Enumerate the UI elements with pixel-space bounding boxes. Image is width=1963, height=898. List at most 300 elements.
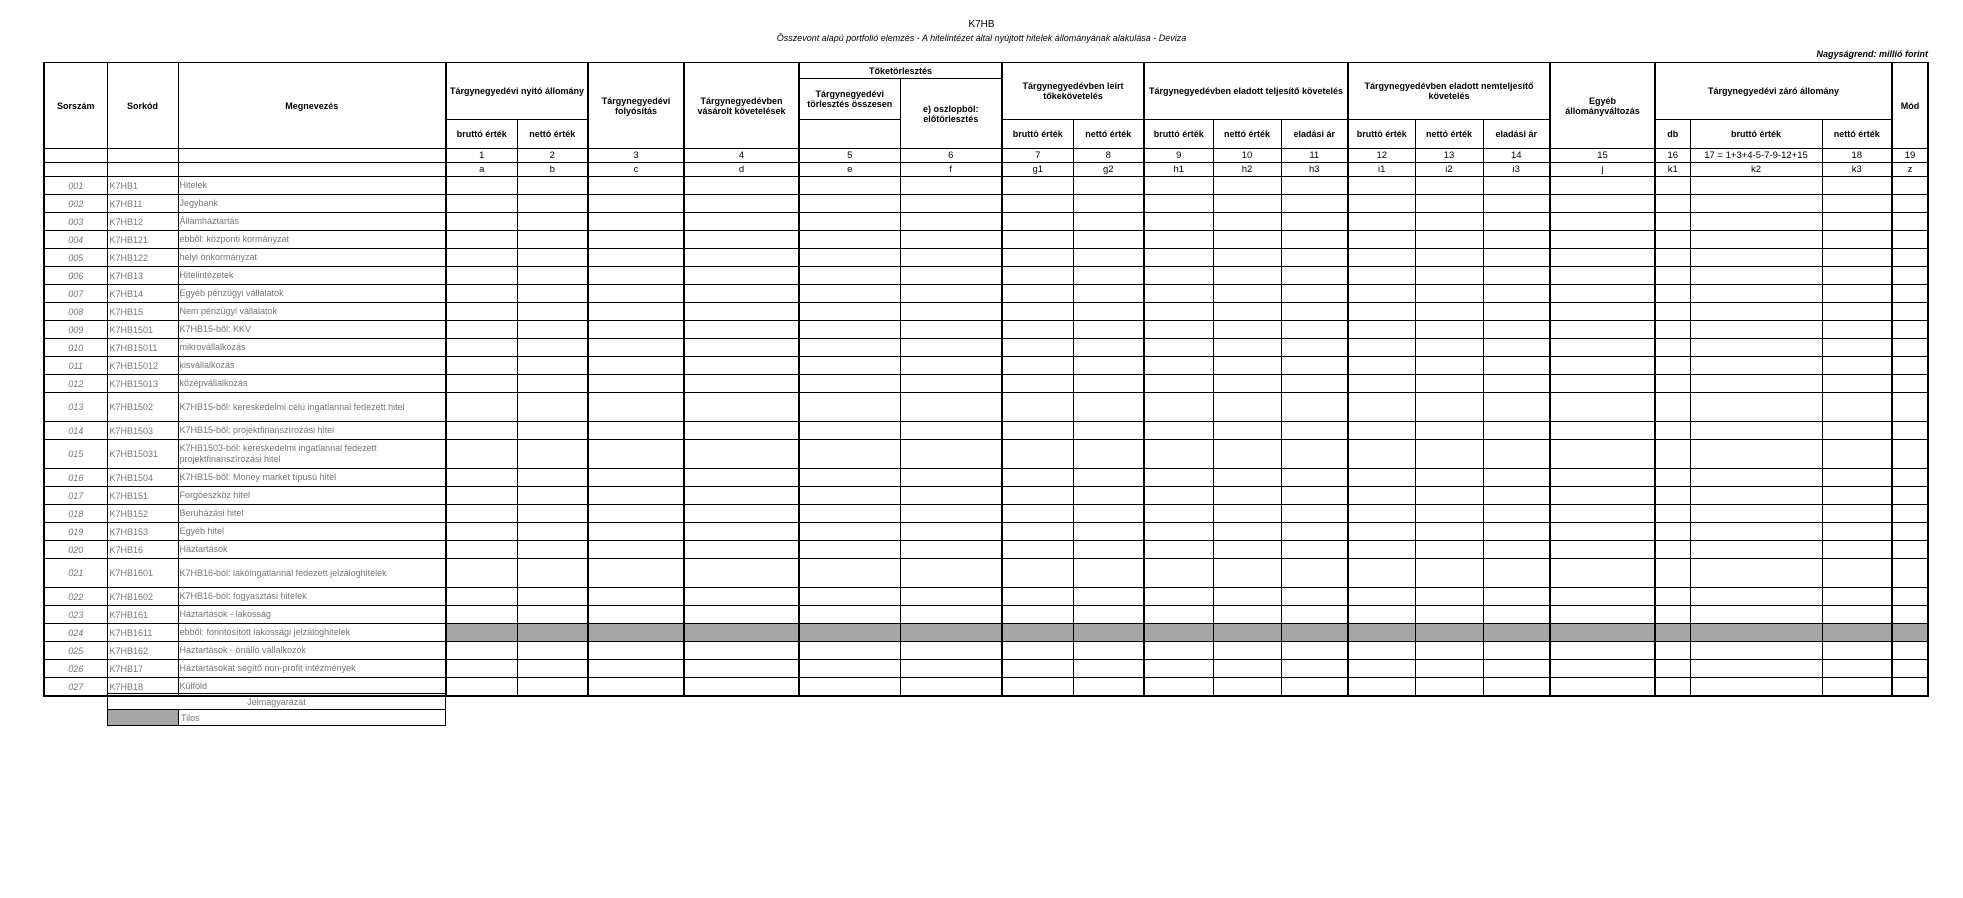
data-cell[interactable] — [799, 357, 900, 375]
data-cell[interactable] — [684, 559, 799, 588]
data-cell[interactable] — [446, 249, 517, 267]
data-cell[interactable] — [1348, 357, 1415, 375]
data-cell[interactable] — [1892, 588, 1928, 606]
data-cell[interactable] — [517, 660, 588, 678]
data-cell[interactable] — [684, 624, 799, 642]
data-cell[interactable] — [799, 469, 900, 487]
data-cell[interactable] — [1002, 469, 1073, 487]
data-cell[interactable] — [799, 339, 900, 357]
data-cell[interactable] — [1002, 249, 1073, 267]
data-cell[interactable] — [1822, 678, 1892, 697]
data-cell[interactable] — [446, 267, 517, 285]
data-cell[interactable] — [1690, 357, 1822, 375]
data-cell[interactable] — [1144, 393, 1213, 422]
data-cell[interactable] — [1690, 285, 1822, 303]
data-cell[interactable] — [446, 678, 517, 697]
data-cell[interactable] — [588, 249, 684, 267]
data-cell[interactable] — [1073, 487, 1144, 505]
data-cell[interactable] — [900, 541, 1002, 559]
data-cell[interactable] — [1073, 541, 1144, 559]
data-cell[interactable] — [1892, 422, 1928, 440]
data-cell[interactable] — [588, 303, 684, 321]
data-cell[interactable] — [1144, 285, 1213, 303]
data-cell[interactable] — [1822, 469, 1892, 487]
data-cell[interactable] — [1822, 303, 1892, 321]
data-cell[interactable] — [900, 422, 1002, 440]
data-cell[interactable] — [1822, 523, 1892, 541]
data-cell[interactable] — [1483, 523, 1550, 541]
data-cell[interactable] — [1348, 213, 1415, 231]
data-cell[interactable] — [446, 357, 517, 375]
data-cell[interactable] — [588, 393, 684, 422]
data-cell[interactable] — [1073, 469, 1144, 487]
data-cell[interactable] — [588, 231, 684, 249]
data-cell[interactable] — [1415, 375, 1483, 393]
data-cell[interactable] — [1002, 505, 1073, 523]
data-cell[interactable] — [1415, 624, 1483, 642]
data-cell[interactable] — [1348, 440, 1415, 469]
data-cell[interactable] — [1213, 487, 1281, 505]
data-cell[interactable] — [1281, 375, 1348, 393]
data-cell[interactable] — [1281, 660, 1348, 678]
data-cell[interactable] — [1348, 606, 1415, 624]
data-cell[interactable] — [1348, 678, 1415, 697]
data-cell[interactable] — [1144, 440, 1213, 469]
data-cell[interactable] — [1415, 285, 1483, 303]
data-cell[interactable] — [1144, 624, 1213, 642]
data-cell[interactable] — [1073, 375, 1144, 393]
data-cell[interactable] — [1483, 606, 1550, 624]
data-cell[interactable] — [1655, 249, 1690, 267]
data-cell[interactable] — [1822, 213, 1892, 231]
data-cell[interactable] — [1415, 213, 1483, 231]
data-cell[interactable] — [1073, 393, 1144, 422]
data-cell[interactable] — [1690, 321, 1822, 339]
data-cell[interactable] — [1822, 487, 1892, 505]
data-cell[interactable] — [1348, 285, 1415, 303]
data-cell[interactable] — [1655, 357, 1690, 375]
data-cell[interactable] — [1415, 267, 1483, 285]
data-cell[interactable] — [1144, 559, 1213, 588]
data-cell[interactable] — [446, 303, 517, 321]
data-cell[interactable] — [684, 469, 799, 487]
data-cell[interactable] — [1415, 660, 1483, 678]
data-cell[interactable] — [517, 267, 588, 285]
data-cell[interactable] — [446, 195, 517, 213]
data-cell[interactable] — [1144, 642, 1213, 660]
data-cell[interactable] — [900, 339, 1002, 357]
data-cell[interactable] — [517, 195, 588, 213]
data-cell[interactable] — [900, 469, 1002, 487]
data-cell[interactable] — [1073, 505, 1144, 523]
data-cell[interactable] — [1550, 321, 1655, 339]
data-cell[interactable] — [446, 422, 517, 440]
data-cell[interactable] — [684, 440, 799, 469]
data-cell[interactable] — [1892, 321, 1928, 339]
data-cell[interactable] — [1892, 303, 1928, 321]
data-cell[interactable] — [799, 267, 900, 285]
data-cell[interactable] — [517, 393, 588, 422]
data-cell[interactable] — [799, 559, 900, 588]
data-cell[interactable] — [1550, 523, 1655, 541]
data-cell[interactable] — [588, 422, 684, 440]
data-cell[interactable] — [1892, 339, 1928, 357]
data-cell[interactable] — [684, 375, 799, 393]
data-cell[interactable] — [517, 588, 588, 606]
data-cell[interactable] — [1073, 642, 1144, 660]
data-cell[interactable] — [1483, 195, 1550, 213]
data-cell[interactable] — [1144, 487, 1213, 505]
data-cell[interactable] — [1690, 523, 1822, 541]
data-cell[interactable] — [1281, 559, 1348, 588]
data-cell[interactable] — [799, 624, 900, 642]
data-cell[interactable] — [1073, 195, 1144, 213]
data-cell[interactable] — [446, 660, 517, 678]
data-cell[interactable] — [1415, 523, 1483, 541]
data-cell[interactable] — [1892, 559, 1928, 588]
data-cell[interactable] — [1213, 678, 1281, 697]
data-cell[interactable] — [1822, 422, 1892, 440]
data-cell[interactable] — [1073, 339, 1144, 357]
data-cell[interactable] — [1073, 285, 1144, 303]
data-cell[interactable] — [1892, 249, 1928, 267]
data-cell[interactable] — [799, 422, 900, 440]
data-cell[interactable] — [1144, 469, 1213, 487]
data-cell[interactable] — [1002, 393, 1073, 422]
data-cell[interactable] — [1822, 195, 1892, 213]
data-cell[interactable] — [684, 678, 799, 697]
data-cell[interactable] — [1073, 321, 1144, 339]
data-cell[interactable] — [1348, 339, 1415, 357]
data-cell[interactable] — [1655, 469, 1690, 487]
data-cell[interactable] — [684, 195, 799, 213]
data-cell[interactable] — [517, 422, 588, 440]
data-cell[interactable] — [1213, 375, 1281, 393]
data-cell[interactable] — [900, 267, 1002, 285]
data-cell[interactable] — [588, 375, 684, 393]
data-cell[interactable] — [684, 606, 799, 624]
data-cell[interactable] — [1483, 642, 1550, 660]
data-cell[interactable] — [1892, 660, 1928, 678]
data-cell[interactable] — [1483, 339, 1550, 357]
data-cell[interactable] — [1281, 678, 1348, 697]
data-cell[interactable] — [1550, 231, 1655, 249]
data-cell[interactable] — [799, 321, 900, 339]
data-cell[interactable] — [517, 213, 588, 231]
data-cell[interactable] — [588, 523, 684, 541]
data-cell[interactable] — [684, 393, 799, 422]
data-cell[interactable] — [799, 541, 900, 559]
data-cell[interactable] — [1002, 440, 1073, 469]
data-cell[interactable] — [517, 469, 588, 487]
data-cell[interactable] — [1073, 588, 1144, 606]
data-cell[interactable] — [1483, 469, 1550, 487]
data-cell[interactable] — [1144, 523, 1213, 541]
data-cell[interactable] — [1690, 469, 1822, 487]
data-cell[interactable] — [684, 357, 799, 375]
data-cell[interactable] — [1483, 375, 1550, 393]
data-cell[interactable] — [799, 660, 900, 678]
data-cell[interactable] — [799, 487, 900, 505]
data-cell[interactable] — [1281, 339, 1348, 357]
data-cell[interactable] — [1281, 267, 1348, 285]
data-cell[interactable] — [1281, 393, 1348, 422]
data-cell[interactable] — [1892, 487, 1928, 505]
data-cell[interactable] — [517, 249, 588, 267]
data-cell[interactable] — [1415, 195, 1483, 213]
data-cell[interactable] — [1348, 422, 1415, 440]
data-cell[interactable] — [1655, 606, 1690, 624]
data-cell[interactable] — [1655, 678, 1690, 697]
data-cell[interactable] — [517, 678, 588, 697]
data-cell[interactable] — [1144, 339, 1213, 357]
data-cell[interactable] — [1002, 624, 1073, 642]
data-cell[interactable] — [1822, 357, 1892, 375]
data-cell[interactable] — [1213, 642, 1281, 660]
data-cell[interactable] — [446, 505, 517, 523]
data-cell[interactable] — [1348, 469, 1415, 487]
data-cell[interactable] — [1415, 177, 1483, 195]
data-cell[interactable] — [799, 440, 900, 469]
data-cell[interactable] — [588, 339, 684, 357]
data-cell[interactable] — [1415, 339, 1483, 357]
data-cell[interactable] — [1550, 505, 1655, 523]
data-cell[interactable] — [1822, 505, 1892, 523]
data-cell[interactable] — [588, 469, 684, 487]
data-cell[interactable] — [684, 642, 799, 660]
data-cell[interactable] — [1655, 375, 1690, 393]
data-cell[interactable] — [1822, 249, 1892, 267]
data-cell[interactable] — [1281, 231, 1348, 249]
data-cell[interactable] — [446, 440, 517, 469]
data-cell[interactable] — [1144, 375, 1213, 393]
data-cell[interactable] — [446, 393, 517, 422]
data-cell[interactable] — [1144, 195, 1213, 213]
data-cell[interactable] — [1348, 231, 1415, 249]
data-cell[interactable] — [1144, 303, 1213, 321]
data-cell[interactable] — [1690, 588, 1822, 606]
data-cell[interactable] — [1348, 267, 1415, 285]
data-cell[interactable] — [1550, 541, 1655, 559]
data-cell[interactable] — [1822, 440, 1892, 469]
data-cell[interactable] — [1348, 303, 1415, 321]
data-cell[interactable] — [900, 440, 1002, 469]
data-cell[interactable] — [517, 285, 588, 303]
data-cell[interactable] — [684, 523, 799, 541]
data-cell[interactable] — [446, 606, 517, 624]
data-cell[interactable] — [1415, 357, 1483, 375]
data-cell[interactable] — [588, 357, 684, 375]
data-cell[interactable] — [1415, 678, 1483, 697]
data-cell[interactable] — [900, 177, 1002, 195]
data-cell[interactable] — [1213, 440, 1281, 469]
data-cell[interactable] — [1144, 422, 1213, 440]
data-cell[interactable] — [1415, 606, 1483, 624]
data-cell[interactable] — [900, 195, 1002, 213]
data-cell[interactable] — [1550, 249, 1655, 267]
data-cell[interactable] — [1550, 469, 1655, 487]
data-cell[interactable] — [1822, 559, 1892, 588]
data-cell[interactable] — [1483, 267, 1550, 285]
data-cell[interactable] — [1348, 559, 1415, 588]
data-cell[interactable] — [1655, 660, 1690, 678]
data-cell[interactable] — [1822, 285, 1892, 303]
data-cell[interactable] — [1892, 678, 1928, 697]
data-cell[interactable] — [1822, 375, 1892, 393]
data-cell[interactable] — [900, 321, 1002, 339]
data-cell[interactable] — [684, 588, 799, 606]
data-cell[interactable] — [1483, 487, 1550, 505]
data-cell[interactable] — [446, 541, 517, 559]
data-cell[interactable] — [517, 606, 588, 624]
data-cell[interactable] — [1348, 249, 1415, 267]
data-cell[interactable] — [1073, 559, 1144, 588]
data-cell[interactable] — [1415, 469, 1483, 487]
data-cell[interactable] — [1002, 267, 1073, 285]
data-cell[interactable] — [1483, 624, 1550, 642]
data-cell[interactable] — [1144, 231, 1213, 249]
data-cell[interactable] — [1415, 422, 1483, 440]
data-cell[interactable] — [588, 440, 684, 469]
data-cell[interactable] — [1281, 541, 1348, 559]
data-cell[interactable] — [799, 606, 900, 624]
data-cell[interactable] — [1348, 588, 1415, 606]
data-cell[interactable] — [1213, 624, 1281, 642]
data-cell[interactable] — [1690, 660, 1822, 678]
data-cell[interactable] — [1415, 505, 1483, 523]
data-cell[interactable] — [1073, 177, 1144, 195]
data-cell[interactable] — [1483, 213, 1550, 231]
data-cell[interactable] — [1655, 303, 1690, 321]
data-cell[interactable] — [588, 195, 684, 213]
data-cell[interactable] — [1822, 660, 1892, 678]
data-cell[interactable] — [1655, 393, 1690, 422]
data-cell[interactable] — [1213, 267, 1281, 285]
data-cell[interactable] — [446, 375, 517, 393]
data-cell[interactable] — [1213, 231, 1281, 249]
data-cell[interactable] — [1822, 642, 1892, 660]
data-cell[interactable] — [684, 660, 799, 678]
data-cell[interactable] — [1690, 678, 1822, 697]
data-cell[interactable] — [684, 321, 799, 339]
data-cell[interactable] — [1213, 588, 1281, 606]
data-cell[interactable] — [1281, 624, 1348, 642]
data-cell[interactable] — [1415, 231, 1483, 249]
data-cell[interactable] — [1002, 559, 1073, 588]
data-cell[interactable] — [1002, 660, 1073, 678]
data-cell[interactable] — [1213, 660, 1281, 678]
data-cell[interactable] — [446, 339, 517, 357]
data-cell[interactable] — [1822, 231, 1892, 249]
data-cell[interactable] — [1550, 375, 1655, 393]
data-cell[interactable] — [1213, 357, 1281, 375]
data-cell[interactable] — [1002, 375, 1073, 393]
data-cell[interactable] — [1690, 267, 1822, 285]
data-cell[interactable] — [517, 642, 588, 660]
data-cell[interactable] — [1550, 285, 1655, 303]
data-cell[interactable] — [900, 285, 1002, 303]
data-cell[interactable] — [900, 660, 1002, 678]
data-cell[interactable] — [1144, 505, 1213, 523]
data-cell[interactable] — [1213, 339, 1281, 357]
data-cell[interactable] — [517, 440, 588, 469]
data-cell[interactable] — [1655, 285, 1690, 303]
data-cell[interactable] — [517, 523, 588, 541]
data-cell[interactable] — [517, 303, 588, 321]
data-cell[interactable] — [1655, 195, 1690, 213]
data-cell[interactable] — [1415, 541, 1483, 559]
data-cell[interactable] — [1144, 267, 1213, 285]
data-cell[interactable] — [1483, 177, 1550, 195]
data-cell[interactable] — [1144, 321, 1213, 339]
data-cell[interactable] — [1144, 588, 1213, 606]
data-cell[interactable] — [900, 487, 1002, 505]
data-cell[interactable] — [1550, 357, 1655, 375]
data-cell[interactable] — [684, 422, 799, 440]
data-cell[interactable] — [1822, 541, 1892, 559]
data-cell[interactable] — [1690, 195, 1822, 213]
data-cell[interactable] — [446, 487, 517, 505]
data-cell[interactable] — [1348, 660, 1415, 678]
data-cell[interactable] — [1822, 624, 1892, 642]
data-cell[interactable] — [446, 285, 517, 303]
data-cell[interactable] — [1213, 469, 1281, 487]
data-cell[interactable] — [1550, 642, 1655, 660]
data-cell[interactable] — [446, 321, 517, 339]
data-cell[interactable] — [517, 339, 588, 357]
data-cell[interactable] — [684, 541, 799, 559]
data-cell[interactable] — [1483, 422, 1550, 440]
data-cell[interactable] — [1002, 357, 1073, 375]
data-cell[interactable] — [588, 660, 684, 678]
data-cell[interactable] — [684, 487, 799, 505]
data-cell[interactable] — [1690, 177, 1822, 195]
data-cell[interactable] — [1415, 303, 1483, 321]
data-cell[interactable] — [588, 321, 684, 339]
data-cell[interactable] — [517, 177, 588, 195]
data-cell[interactable] — [1002, 231, 1073, 249]
data-cell[interactable] — [1415, 487, 1483, 505]
data-cell[interactable] — [1213, 285, 1281, 303]
data-cell[interactable] — [1655, 624, 1690, 642]
data-cell[interactable] — [1213, 195, 1281, 213]
data-cell[interactable] — [900, 559, 1002, 588]
data-cell[interactable] — [1655, 267, 1690, 285]
data-cell[interactable] — [1002, 606, 1073, 624]
data-cell[interactable] — [1892, 523, 1928, 541]
data-cell[interactable] — [900, 678, 1002, 697]
data-cell[interactable] — [1348, 487, 1415, 505]
data-cell[interactable] — [1690, 213, 1822, 231]
data-cell[interactable] — [684, 267, 799, 285]
data-cell[interactable] — [1348, 523, 1415, 541]
data-cell[interactable] — [1348, 393, 1415, 422]
data-cell[interactable] — [1073, 440, 1144, 469]
data-cell[interactable] — [517, 321, 588, 339]
data-cell[interactable] — [1281, 440, 1348, 469]
data-cell[interactable] — [1213, 505, 1281, 523]
data-cell[interactable] — [1281, 469, 1348, 487]
data-cell[interactable] — [1281, 357, 1348, 375]
data-cell[interactable] — [446, 642, 517, 660]
data-cell[interactable] — [1415, 642, 1483, 660]
data-cell[interactable] — [1002, 321, 1073, 339]
data-cell[interactable] — [446, 624, 517, 642]
data-cell[interactable] — [588, 487, 684, 505]
data-cell[interactable] — [799, 375, 900, 393]
data-cell[interactable] — [684, 249, 799, 267]
data-cell[interactable] — [1892, 231, 1928, 249]
